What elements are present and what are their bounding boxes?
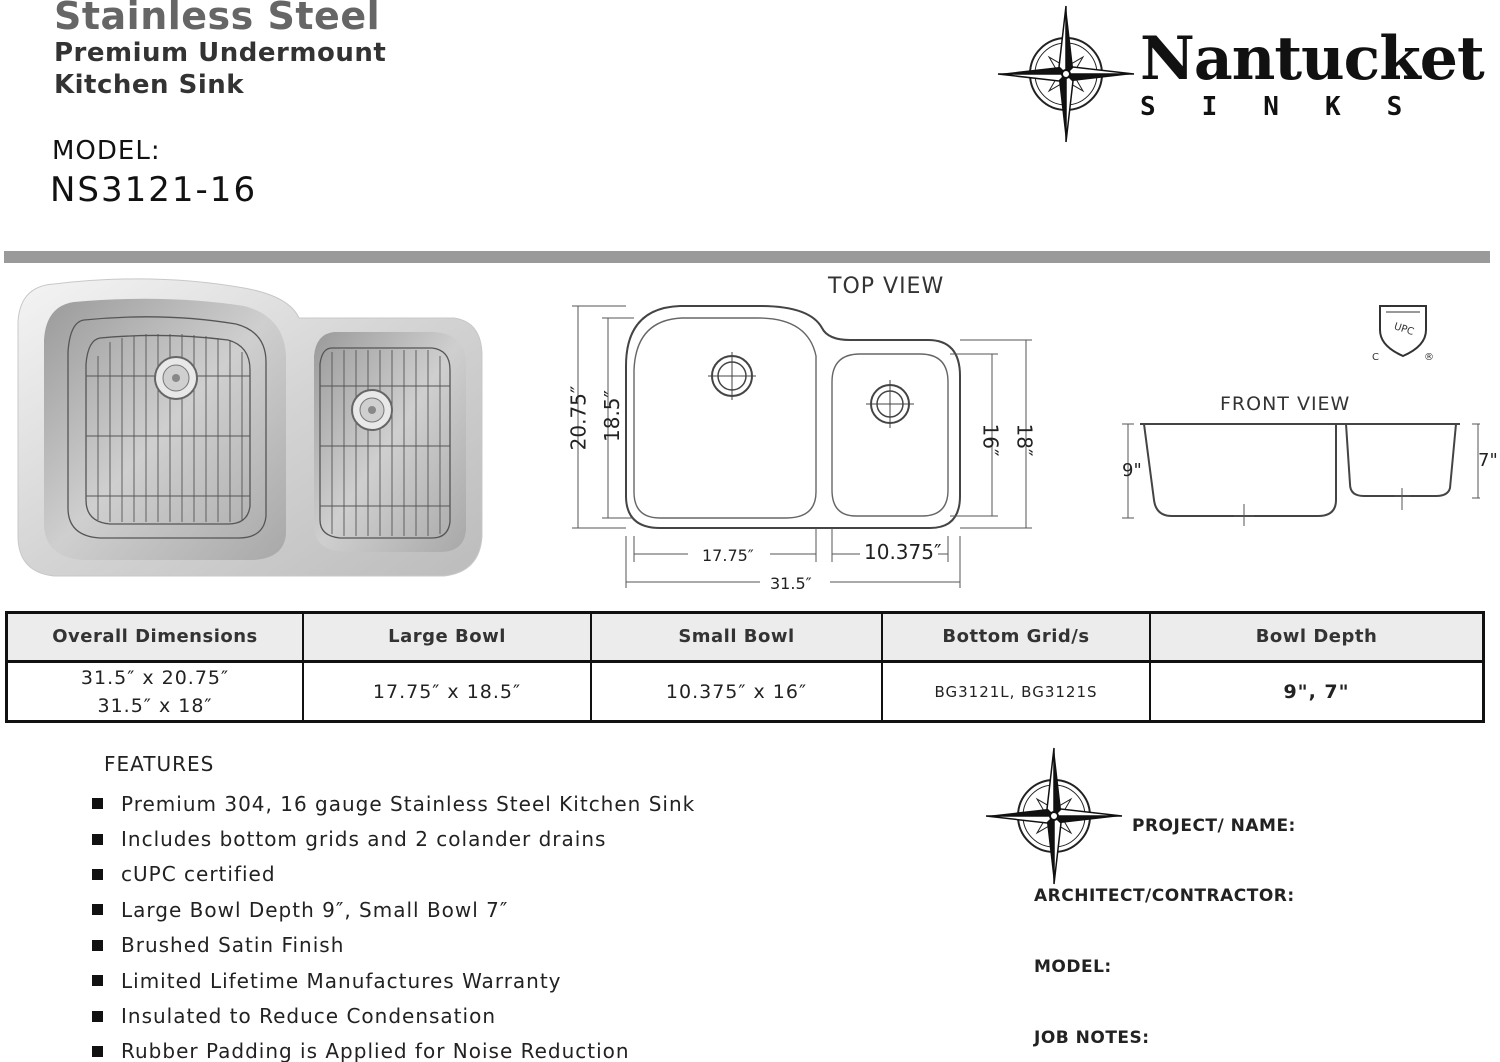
bullet-square-icon — [92, 798, 103, 809]
list-item — [92, 786, 695, 821]
dim-large-bowl-width: 17.75″ — [702, 546, 754, 565]
upc-certification-icon — [1368, 302, 1436, 364]
upc-c-label: C — [1372, 352, 1379, 363]
model-label: MODEL: — [52, 136, 161, 166]
model-number: NS3121-16 — [50, 170, 258, 210]
job-notes-label: JOB NOTES: — [1034, 1028, 1150, 1048]
table-header-cell: Small Bowl — [592, 614, 883, 660]
architect-contractor-label: ARCHITECT/CONTRACTOR: — [1034, 886, 1295, 906]
table-header-cell: Bowl Depth — [1255, 626, 1378, 647]
features-title: FEATURES — [104, 752, 215, 776]
dim-small-bowl-width: 10.375″ — [864, 540, 942, 564]
bullet-square-icon — [92, 1011, 103, 1022]
spec-table — [5, 611, 1485, 723]
model-field-label: MODEL: — [1034, 957, 1112, 977]
front-small-depth: 7" — [1478, 450, 1498, 471]
project-name-label: PROJECT/ NAME: — [1132, 816, 1296, 836]
table-header-cell: Large Bowl — [304, 614, 592, 660]
bullet-square-icon — [92, 940, 103, 951]
brand-name: Nantucket — [1140, 24, 1484, 94]
feature-text: Limited Lifetime Manufactures Warranty — [121, 968, 562, 993]
feature-text: cUPC certified — [121, 862, 276, 887]
overall-dimensions-line2: 31.5″ x 18″ — [97, 694, 213, 717]
table-header-cell: Overall Dimensions — [8, 614, 304, 660]
list-item — [92, 1034, 695, 1062]
large-bowl-cell: 17.75″ x 18.5″ — [304, 663, 592, 720]
dim-large-bowl-height: 18.5″ — [600, 389, 625, 443]
dim-overall-width: 31.5″ — [770, 574, 812, 593]
front-view-drawing — [1110, 418, 1480, 538]
product-subtitle-line1: Premium Undermount — [54, 38, 387, 68]
compass-rose-icon — [984, 746, 1124, 886]
bottom-grids-cell: BG3121L, BG3121S — [883, 663, 1151, 720]
dim-small-bowl-height: 16″ — [978, 423, 1003, 457]
table-row — [8, 663, 1482, 720]
feature-text: Brushed Satin Finish — [121, 933, 345, 958]
small-bowl-cell: 10.375″ x 16″ — [592, 663, 883, 720]
table-header-cell: Bottom Grid/s — [883, 614, 1151, 660]
list-item — [92, 892, 695, 927]
bullet-square-icon — [92, 869, 103, 880]
table-header-row — [8, 614, 1482, 663]
upc-r-label: ® — [1424, 352, 1434, 363]
compass-rose-icon — [996, 4, 1136, 144]
product-title: Stainless Steel — [54, 0, 381, 38]
section-divider — [4, 251, 1490, 263]
bowl-depth-cell: 9", 7" — [1283, 680, 1350, 703]
overall-dimensions-cell — [8, 663, 304, 720]
front-view-title: FRONT VIEW — [1220, 393, 1351, 415]
list-item — [92, 857, 695, 892]
sink-product-photo — [14, 276, 484, 580]
list-item — [92, 963, 695, 998]
bullet-square-icon — [92, 834, 103, 845]
overall-dimensions-line1: 31.5″ x 20.75″ — [80, 666, 230, 689]
front-large-depth: 9" — [1122, 460, 1142, 481]
product-subtitle-line2: Kitchen Sink — [54, 70, 245, 100]
list-item — [92, 928, 695, 963]
top-view-drawing — [560, 296, 1040, 596]
feature-text: Insulated to Reduce Condensation — [121, 1004, 496, 1029]
brand-subtitle: SINKS — [1140, 92, 1449, 122]
features-list — [92, 786, 695, 1062]
feature-text: Large Bowl Depth 9″, Small Bowl 7″ — [121, 897, 509, 922]
list-item — [92, 821, 695, 856]
feature-text: Rubber Padding is Applied for Noise Reduction — [121, 1039, 630, 1062]
upc-label: UPC — [1392, 321, 1416, 338]
bullet-square-icon — [92, 1046, 103, 1057]
feature-text: Includes bottom grids and 2 colander drains — [121, 827, 607, 852]
feature-text: Premium 304, 16 gauge Stainless Steel Kitchen Sink — [121, 791, 696, 816]
bullet-square-icon — [92, 904, 103, 915]
top-view-title: TOP VIEW — [828, 274, 945, 299]
bullet-square-icon — [92, 975, 103, 986]
dim-right-height: 18″ — [1012, 423, 1037, 457]
list-item — [92, 998, 695, 1033]
dim-overall-height: 20.75″ — [566, 385, 591, 451]
